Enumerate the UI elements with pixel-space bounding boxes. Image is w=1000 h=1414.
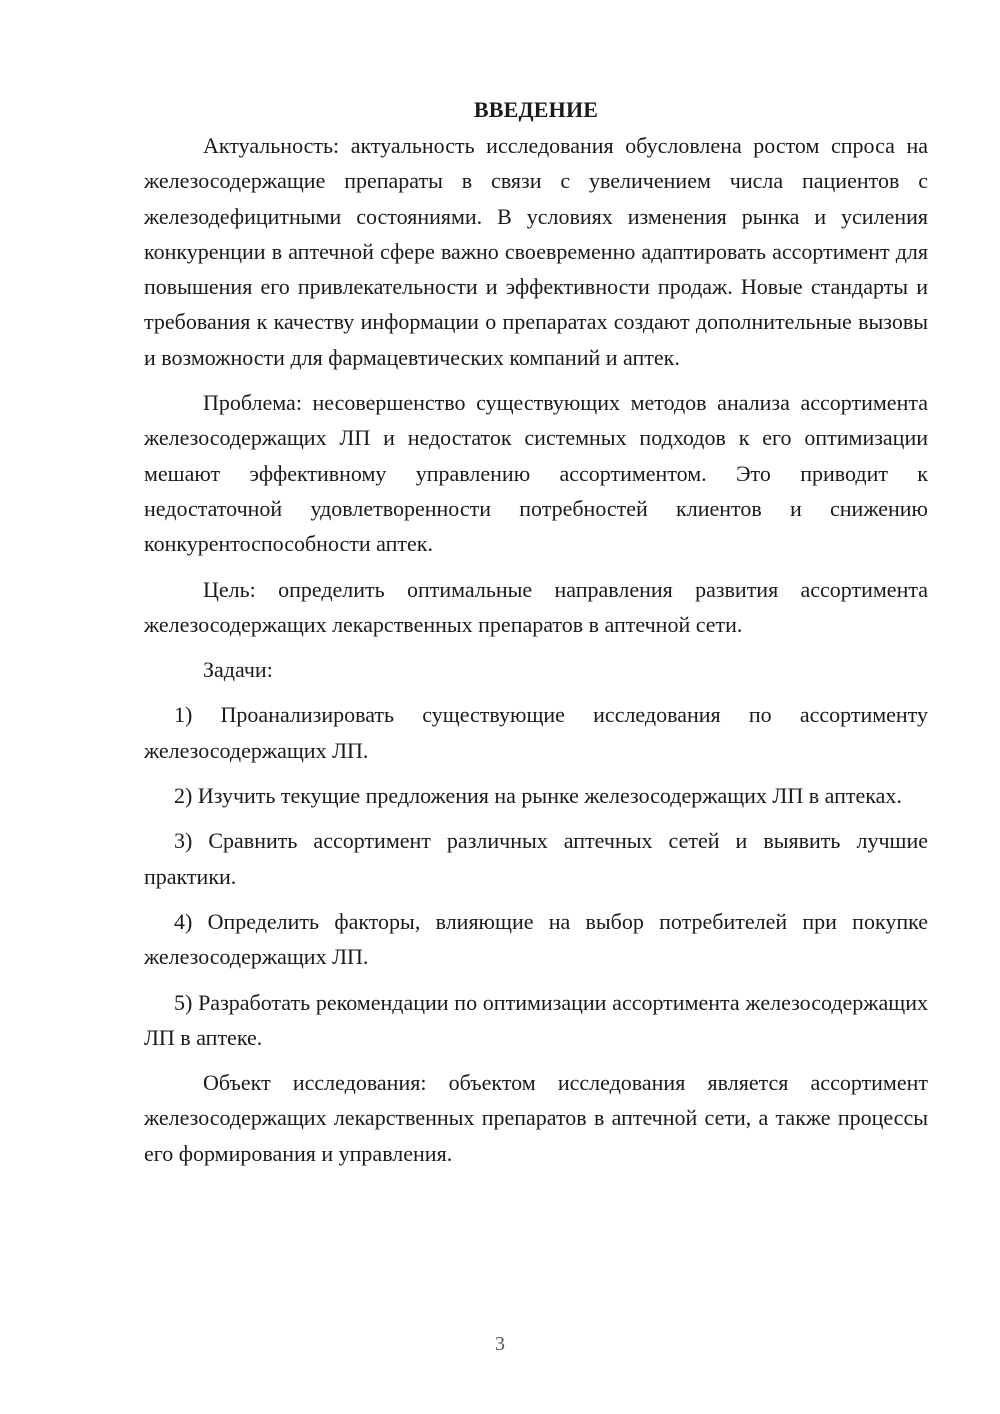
problem-paragraph: Проблема: несовершенство существующих методов анализа ассортимента железосодержащих ЛП и недостаток системных подходов к его оптимизации мешают эффективному управлению ассортиментом. Это приводит к недостаточной удовлетворенности потребностей клиентов и снижению конкурентоспособности аптек. — [144, 390, 928, 557]
page-number: 3 — [495, 1333, 505, 1355]
task-item-4: 4) Определить факторы, влияющие на выбор потребителей при покупке железосодержащих ЛП. — [144, 908, 928, 970]
task-item-2: 2) Изучить текущие предложения на рынке железосодержащих ЛП в аптеках. — [174, 783, 902, 809]
task-item-5: 5) Разработать рекомендации по оптимизации ассортимента железосодержащих ЛП в аптеке. — [144, 989, 928, 1050]
task-list — [144, 697, 928, 1055]
task-item-1: 1) Проанализировать существующие исследования по ассортименту железосодержащих ЛП. — [144, 702, 928, 763]
relevance-paragraph: Актуальность: актуальность исследования обусловлена ростом спроса на железосодержащие препараты в связи с увеличением числа пациентов с железодефицитными состояниями. В условиях изменения рынка и усиления конкуренции в аптечной сфере важно своевременно адаптировать ассортимент для повышения его привлекательности и эффективности продаж. Новые стандарты и требования к качеству информации о препаратах создают дополнительные вызовы и возможности для фармацевтических компаний и аптек. — [144, 133, 928, 370]
document-page — [144, 92, 928, 1181]
task-item-3: 3) Сравнить ассортимент различных аптечных сетей и выявить лучшие практики. — [144, 828, 928, 889]
section-heading: ВВЕДЕНИЕ — [473, 97, 599, 122]
tasks-label: Задачи: — [203, 657, 273, 683]
object-paragraph: Объект исследования: объектом исследования является ассортимент железосодержащих лекарственных препаратов в аптечной сети, а также процессы его формирования и управления. — [144, 1070, 928, 1166]
goal-paragraph: Цель: определить оптимальные направления развития ассортимента железосодержащих лекарственных препаратов в аптечной сети. — [144, 576, 928, 637]
